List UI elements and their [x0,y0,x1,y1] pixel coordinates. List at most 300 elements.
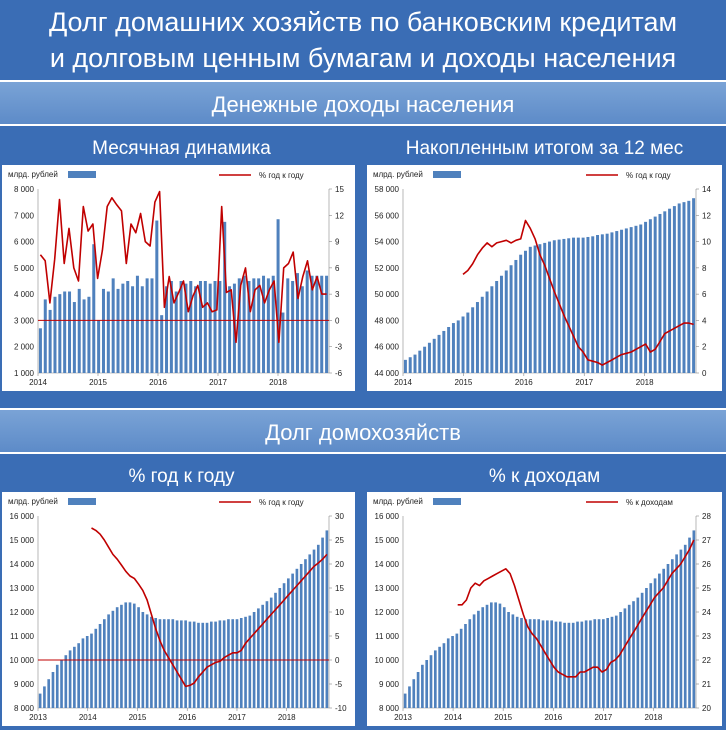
bar [306,270,309,373]
bar [434,650,437,708]
bar [49,310,52,373]
y-left-tick-label: 52 000 [374,263,399,273]
y-left-tick-label: 48 000 [374,316,399,326]
bar [249,616,252,708]
y-right-tick-label: 23 [702,632,711,641]
bar [447,327,450,373]
title-line-1: Долг домашних хозяйств по банковским кредитам [48,7,678,37]
bar [662,569,665,708]
bar [500,276,503,373]
bar [52,672,55,708]
x-tick-label: 2014 [444,713,462,722]
bar [505,270,508,373]
bar [688,538,691,708]
bar [404,360,407,373]
y-right-tick-label: 20 [702,704,711,713]
bar [503,607,506,708]
bar [555,622,558,708]
x-tick-label: 2016 [149,378,167,387]
bar [645,588,648,708]
bar [107,614,110,708]
bar [519,255,522,373]
bar [414,355,417,373]
bar [568,623,571,708]
bar [107,292,110,373]
bar [490,286,493,373]
x-tick-label: 2017 [575,378,594,387]
y-left-tick-label: 11 000 [10,632,34,641]
y-left-tick-label: 8 000 [378,704,399,713]
bar [219,620,222,708]
bar [129,602,132,708]
bar [494,602,497,708]
bar [194,286,197,373]
y-left-tick-label: 14 000 [9,560,34,569]
bar [641,593,644,708]
y-left-tick-label: 7 000 [13,211,34,221]
bar [92,244,95,373]
y-left-tick-label: 8 000 [13,185,34,194]
bar [693,530,696,708]
y-left-tick-label: 13 000 [374,584,399,593]
bar [163,619,166,708]
title-line-2: и долговым ценным бумагам и доходы населения [49,43,677,73]
x-tick-label: 2016 [514,378,533,387]
bar [602,619,605,708]
y-left-tick-label: 46 000 [374,342,399,352]
bar [150,278,153,373]
bar [243,276,246,373]
y-right-tick-label: 14 [702,185,711,194]
bar [438,647,441,708]
bar [94,629,97,708]
bar [227,619,230,708]
bar [39,694,42,708]
legend-bar-label: млрд. рублей [373,497,423,506]
bar [197,623,200,708]
y-right-tick-label: 0 [335,316,340,326]
y-right-tick-label: 0 [702,369,707,378]
bar [680,550,683,708]
y-right-tick-label: 3 [335,290,340,300]
bar [286,278,289,373]
y-left-tick-label: 9 000 [13,680,34,689]
chart-panel-cumulative [367,165,722,391]
bar [69,650,72,708]
chart-panel-yoy [2,492,355,726]
bar [60,660,63,708]
bar [481,297,484,373]
bar [632,601,635,708]
bar [524,251,527,373]
y-right-tick-label: 27 [702,536,711,545]
bar [593,619,596,708]
bar [146,278,149,373]
bar [257,278,260,373]
bar [683,202,686,373]
chart-panel-monthly [2,165,355,391]
bar [615,616,618,708]
bar [408,686,411,708]
y-right-tick-label: 22 [702,656,711,665]
bar [423,347,426,373]
bar [261,605,264,708]
bar [537,619,540,708]
y-left-tick-label: 10 000 [9,656,34,665]
bar [99,624,102,708]
bar [112,611,115,708]
y-left-tick-label: 12 000 [9,608,34,617]
bar [39,328,42,373]
bar [228,286,231,373]
bar [287,578,290,708]
bar [209,284,212,373]
bar [136,276,139,373]
bar [291,281,294,373]
y-left-tick-label: 9 000 [378,680,399,689]
y-right-tick-label: 30 [335,512,344,521]
y-left-tick-label: 2 000 [13,342,34,352]
bar [281,313,284,373]
legend-bar-swatch [433,498,461,505]
y-right-tick-label: -6 [335,369,343,378]
bar [520,618,523,708]
y-left-tick-label: 16 000 [374,512,399,521]
bar [542,620,545,708]
bar [585,620,588,708]
bar [180,281,183,373]
x-tick-label: 2015 [494,713,513,722]
y-left-tick-label: 56 000 [374,211,399,221]
bar [512,614,515,708]
bar [619,612,622,708]
bar [510,265,513,373]
bar [83,299,86,373]
bar [559,622,562,708]
bar [598,619,601,708]
bar [90,634,93,708]
bar [628,605,631,708]
bar [553,240,556,373]
y-right-tick-label: 24 [702,608,711,617]
x-tick-label: 2015 [454,378,473,387]
bar [417,672,420,708]
bar [451,636,454,708]
bar [47,679,50,708]
bar [137,607,140,708]
bar [313,550,316,708]
y-right-tick-label: 6 [335,263,340,273]
bar [321,538,324,708]
bar [577,238,580,373]
subtitle-cumulative: Накопленным итогом за 12 мес [405,138,684,159]
bar [486,605,489,708]
y-right-tick-label: 9 [335,237,340,247]
bar [606,234,609,373]
x-tick-label: 2015 [89,378,107,387]
bar [524,619,527,708]
bar [490,602,493,708]
y-right-tick-label: 25 [335,536,344,545]
bar [456,634,459,708]
legend-line-label: % год к году [259,498,304,507]
x-tick-label: 2013 [394,713,412,722]
bar [473,614,476,708]
y-right-tick-label: 15 [335,185,344,194]
x-tick-label: 2015 [128,713,147,722]
subtitle-monthly: Месячная динамика [92,138,271,159]
y-right-tick-label: 26 [702,560,711,569]
bar [466,313,469,373]
bar [678,203,681,373]
y-left-tick-label: 3 000 [13,316,34,326]
bar [538,244,541,373]
bar [244,617,247,708]
bar [563,623,566,708]
bar [471,307,474,373]
bar [44,299,47,373]
bar [457,320,460,373]
bar [567,238,570,373]
x-tick-label: 2014 [394,378,412,387]
chart-panel-to-income [367,492,722,726]
bar [529,247,532,373]
legend-bar-swatch [68,171,96,178]
bar [155,221,158,373]
bar [77,643,80,708]
page-title [0,0,726,78]
y-left-tick-label: 15 000 [374,536,399,545]
bar [176,620,179,708]
y-left-tick-label: 5 000 [13,263,34,273]
legend-bar-label: млрд. рублей [373,170,423,179]
x-tick-label: 2014 [78,713,97,722]
y-left-tick-label: 58 000 [374,185,399,194]
bar [625,228,628,373]
bar [438,335,441,373]
bar [102,289,105,373]
bar [442,331,445,373]
y-left-tick-label: 11 000 [375,632,399,641]
y-left-tick-label: 15 000 [9,536,34,545]
bar [218,281,221,373]
bar [103,619,106,708]
bar [591,236,594,373]
bar [548,242,551,373]
section-debt-header: Долг домохозяйств [0,408,726,454]
bar [534,246,537,373]
y-right-tick-label: 2 [702,342,707,352]
bar [315,276,318,373]
x-tick-label: 2017 [209,378,227,387]
bar [452,323,455,373]
bar [462,316,465,373]
bar [576,622,579,708]
y-left-tick-label: 44 000 [374,369,399,378]
bar [615,231,618,373]
bar [430,655,433,708]
x-tick-label: 2018 [635,378,654,387]
bar [443,643,446,708]
bar [663,211,666,373]
bar [214,622,217,708]
bar [121,284,124,373]
bar [412,679,415,708]
bar [684,545,687,708]
bar [624,608,627,708]
subtitle-yoy: % год к году [128,466,235,487]
bar [86,636,89,708]
bar [223,620,226,708]
y-right-tick-label: -5 [335,680,343,689]
bar [667,564,670,708]
bar [476,302,479,373]
bar [112,278,115,373]
bar [301,286,304,373]
bar [150,617,153,708]
legend-line-label: % год к году [626,171,671,180]
bar [572,623,575,708]
x-tick-label: 2013 [29,713,47,722]
bar [214,281,217,373]
y-right-tick-label: 8 [702,263,707,273]
bar [131,286,134,373]
bar [546,620,549,708]
y-right-tick-label: 25 [702,584,711,593]
bar [277,219,280,373]
legend-bar-label: млрд. рублей [8,170,58,179]
bar [78,289,81,373]
bar [468,619,471,708]
bar [180,620,183,708]
x-tick-label: 2016 [178,713,197,722]
y-left-tick-label: 13 000 [9,584,34,593]
y-left-tick-label: 8 000 [13,704,34,713]
chart-yoy [2,492,355,726]
y-right-tick-label: 10 [335,608,344,617]
bar [124,602,127,708]
bar [206,623,209,708]
x-tick-label: 2018 [269,378,287,387]
y-right-tick-label: 20 [335,560,344,569]
bar [425,660,428,708]
bar [477,611,480,708]
bar [572,238,575,373]
bar [291,574,294,708]
bar [300,564,303,708]
chart-to-income [367,492,722,726]
y-left-tick-label: 12 000 [374,608,399,617]
bar [495,281,498,373]
bar [637,598,640,708]
bar [421,665,424,708]
y-right-tick-label: 6 [702,290,707,300]
bar [606,618,609,708]
legend-line-label: % к доходам [626,498,673,507]
legend-bar-label: млрд. рублей [8,497,58,506]
bar [671,559,674,708]
bar [82,638,85,708]
bar [533,619,536,708]
bar [481,607,484,708]
bar [159,619,162,708]
y-right-tick-label: 0 [335,656,340,665]
bar [97,320,100,373]
bar [236,619,239,708]
bar [589,620,592,708]
bar [673,206,676,373]
bar [675,554,678,708]
bar [64,655,67,708]
x-tick-label: 2017 [594,713,613,722]
bar [133,604,136,708]
y-right-tick-label: -10 [335,704,347,713]
legend-bar-swatch [68,498,96,505]
y-left-tick-label: 14 000 [374,560,399,569]
y-right-tick-label: 10 [702,237,711,247]
bar [43,686,46,708]
section-income-header: Денежные доходы населения [0,80,726,126]
bar [634,226,637,373]
bar [409,357,412,373]
x-tick-label: 2016 [544,713,563,722]
legend-bar-swatch [433,171,461,178]
bar [317,545,320,708]
bar [304,559,307,708]
bar [160,315,163,373]
y-left-tick-label: 6 000 [13,237,34,247]
bar [184,620,187,708]
bar [668,209,671,373]
chart-cumulative [367,165,722,391]
bar [240,618,243,708]
x-tick-label: 2017 [228,713,246,722]
bar [193,622,196,708]
bar [141,286,144,373]
y-right-tick-label: 5 [335,632,340,641]
bar [658,214,661,373]
bar [87,297,90,373]
bar [644,222,647,373]
y-right-tick-label: 12 [702,211,711,221]
bar [204,281,207,373]
y-left-tick-label: 50 000 [374,290,399,300]
bar [58,294,61,373]
y-left-tick-label: 1 000 [13,369,34,378]
bar [687,201,690,373]
bar [326,530,329,708]
bar [499,604,502,708]
bar [296,569,299,708]
bar [428,343,431,373]
bar [586,237,589,373]
bar [308,554,311,708]
bar [175,292,178,373]
bar [116,607,119,708]
y-left-tick-label: 54 000 [374,237,399,247]
bar [460,629,463,708]
x-tick-label: 2018 [277,713,296,722]
bar [126,281,129,373]
bar [610,232,613,373]
bar [68,292,71,373]
bar [56,665,59,708]
bar [433,339,436,373]
bar [692,198,695,373]
bar [447,638,450,708]
bar [464,624,467,708]
bar [63,292,66,373]
